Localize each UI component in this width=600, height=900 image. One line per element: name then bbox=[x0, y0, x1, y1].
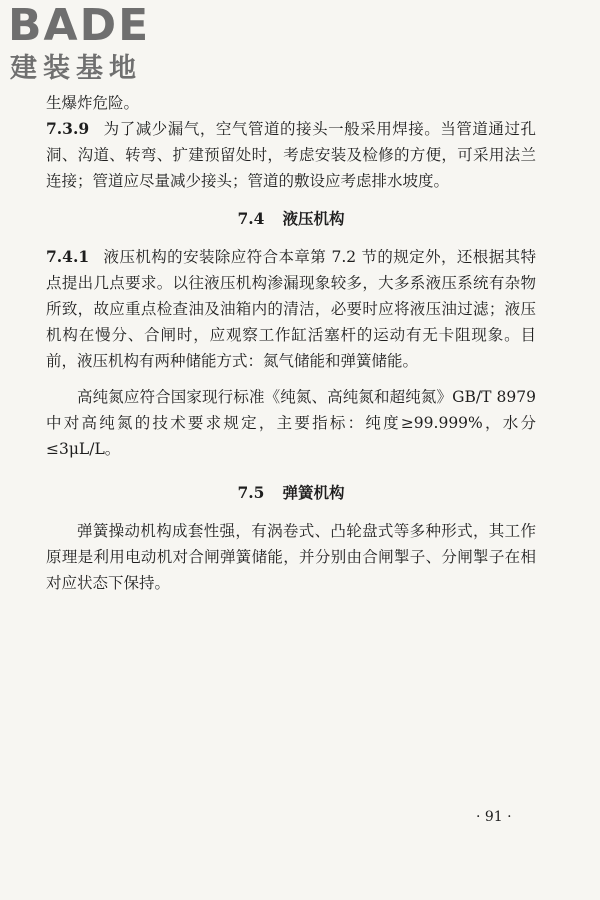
heading-title: 液压机构 bbox=[282, 209, 345, 228]
section-number: 7.3.9 bbox=[46, 119, 90, 138]
section-text: 液压机构的安装除应符合本章第 7.2 节的规定外，还根据其特点提出几点要求。以往液压机构渗漏现象较多，大多系液压系统有杂物所致，故应重点检查油及油箱内的清洁，必要时应将液压油过滤；液压机构在慢分、合闸时，应观察工作缸活塞杆的运动有无卡阻现象。目前，液压机构有两种储能方式：氮气储能和弹簧储能。 bbox=[46, 248, 536, 370]
section-7-4-1 bbox=[46, 244, 536, 374]
page-number: · 91 · bbox=[476, 809, 512, 825]
logo-brand: BADE bbox=[8, 0, 151, 51]
logo bbox=[8, 0, 188, 84]
heading-7-4 bbox=[46, 206, 536, 232]
heading-number: 7.4 bbox=[237, 209, 265, 228]
paragraph-spring: 弹簧操动机构成套性强，有涡卷式、凸轮盘式等多种形式，其工作原理是利用电动机对合闸弹簧储能，并分别由合闸掣子、分闸掣子在相对应状态下保持。 bbox=[46, 522, 536, 592]
logo-subtitle: 建装基地 bbox=[10, 53, 142, 84]
paragraph-continuation: 生爆炸危险。 bbox=[46, 94, 140, 112]
section-number: 7.4.1 bbox=[46, 247, 90, 266]
heading-number: 7.5 bbox=[237, 483, 265, 502]
heading-title: 弹簧机构 bbox=[282, 483, 345, 502]
heading-7-5 bbox=[46, 480, 536, 506]
paragraph-nitrogen: 高纯氮应符合国家现行标准《纯氮、高纯氮和超纯氮》GB/T 8979 中对高纯氮的技术要求规定，主要指标：纯度≥99.999%，水分≤3μL/L。 bbox=[46, 388, 536, 458]
section-7-3-9 bbox=[46, 116, 536, 194]
section-text: 为了减少漏气，空气管道的接头一般采用焊接。当管道通过孔洞、沟道、转弯、扩建预留处时，考虑安装及检修的方便，可采用法兰连接；管道应尽量减少接头；管道的敷设应考虑排水坡度。 bbox=[46, 120, 536, 190]
page-content bbox=[46, 90, 536, 596]
